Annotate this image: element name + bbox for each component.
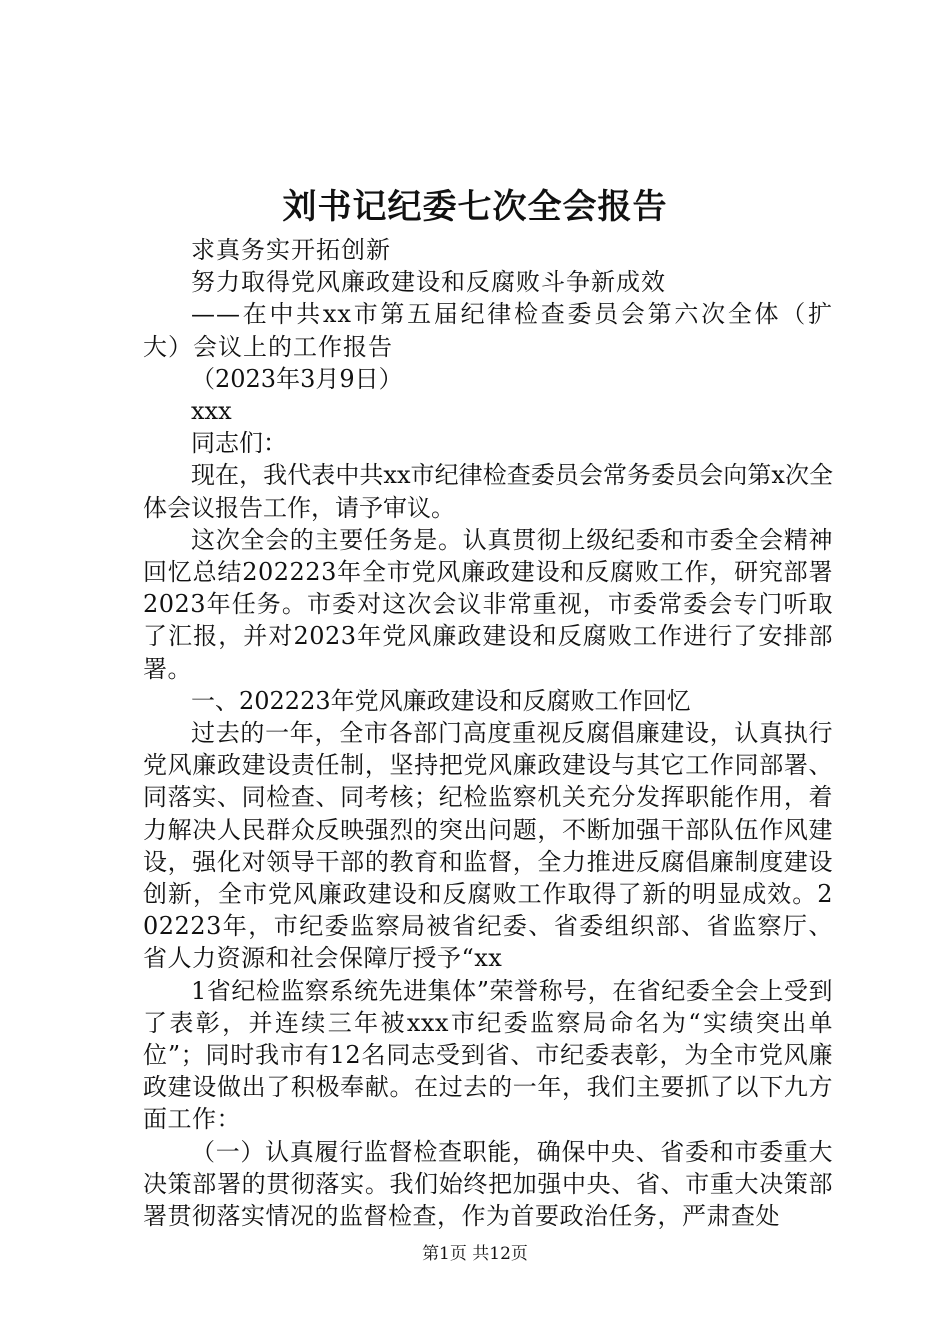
subtitle-line-1: 求真务实开拓创新: [191, 236, 391, 264]
paragraph: 这次全会的主要任务是。认真贯彻上级纪委和市委全会精神回忆总结202223年全市党风廉政建设和反腐败工作，研究部署2023年任务。市委对这次会议非常重视，市委常委会专门听取了汇报，并对2023年党风廉政建设和反腐败工作进行了安排部署。: [143, 525, 833, 683]
paragraph: 1省纪检监察系统先进集体”荣誉称号，在省纪委全会上受到了表彰，并连续三年被xxx市纪委监察局命名为“实绩突出单位”；同时我市有12名同志受到省、市纪委表彰，为全市党风廉政建设做出了积极奉献。在过去的一年，我们主要抓了以下九方面工作：: [143, 976, 833, 1134]
paragraph: （一）认真履行监督检查职能，确保中央、省委和市委重大决策部署的贯彻落实。我们始终把加强中央、省、市重大决策部署贯彻落实情况的监督检查，作为首要政治任务，严肃查处: [143, 1137, 833, 1231]
report-date: （2023年3月9日）: [191, 364, 403, 393]
section-heading: 一、202223年党风廉政建设和反腐败工作回忆: [191, 686, 691, 715]
page-number: 第1页 共12页: [422, 1244, 528, 1264]
document-title: 刘书记纪委七次全会报告: [282, 187, 668, 227]
document-body: [143, 234, 833, 1232]
speaker-name: xxx: [191, 397, 232, 426]
paragraph: 过去的一年，全市各部门高度重视反腐倡廉建设，认真执行党风廉政建设责任制，坚持把党风廉政建设与其它工作同部署、同落实、同检查、同考核；纪检监察机关充分发挥职能作用，着力解决人民群众反映强烈的突出问题，不断加强干部队伍作风建设，强化对领导干部的教育和监督，全力推进反腐倡廉制度建设创新，全市党风廉政建设和反腐败工作取得了新的明显成效。202223年，市纪委监察局被省纪委、省委组织部、省监察厅、省人力资源和社会保障厅授予“xx: [143, 719, 833, 973]
paragraph: 现在，我代表中共xx市纪律检查委员会常务委员会向第x次全体会议报告工作，请予审议。: [143, 461, 833, 522]
subtitle-line-2: 努力取得党风廉政建设和反腐败斗争新成效: [191, 268, 666, 297]
salutation: 同志们：: [191, 429, 287, 458]
subtitle-line-3: ——在中共xx市第五届纪律检查委员会第六次全体（扩大）会议上的工作报告: [143, 300, 833, 361]
